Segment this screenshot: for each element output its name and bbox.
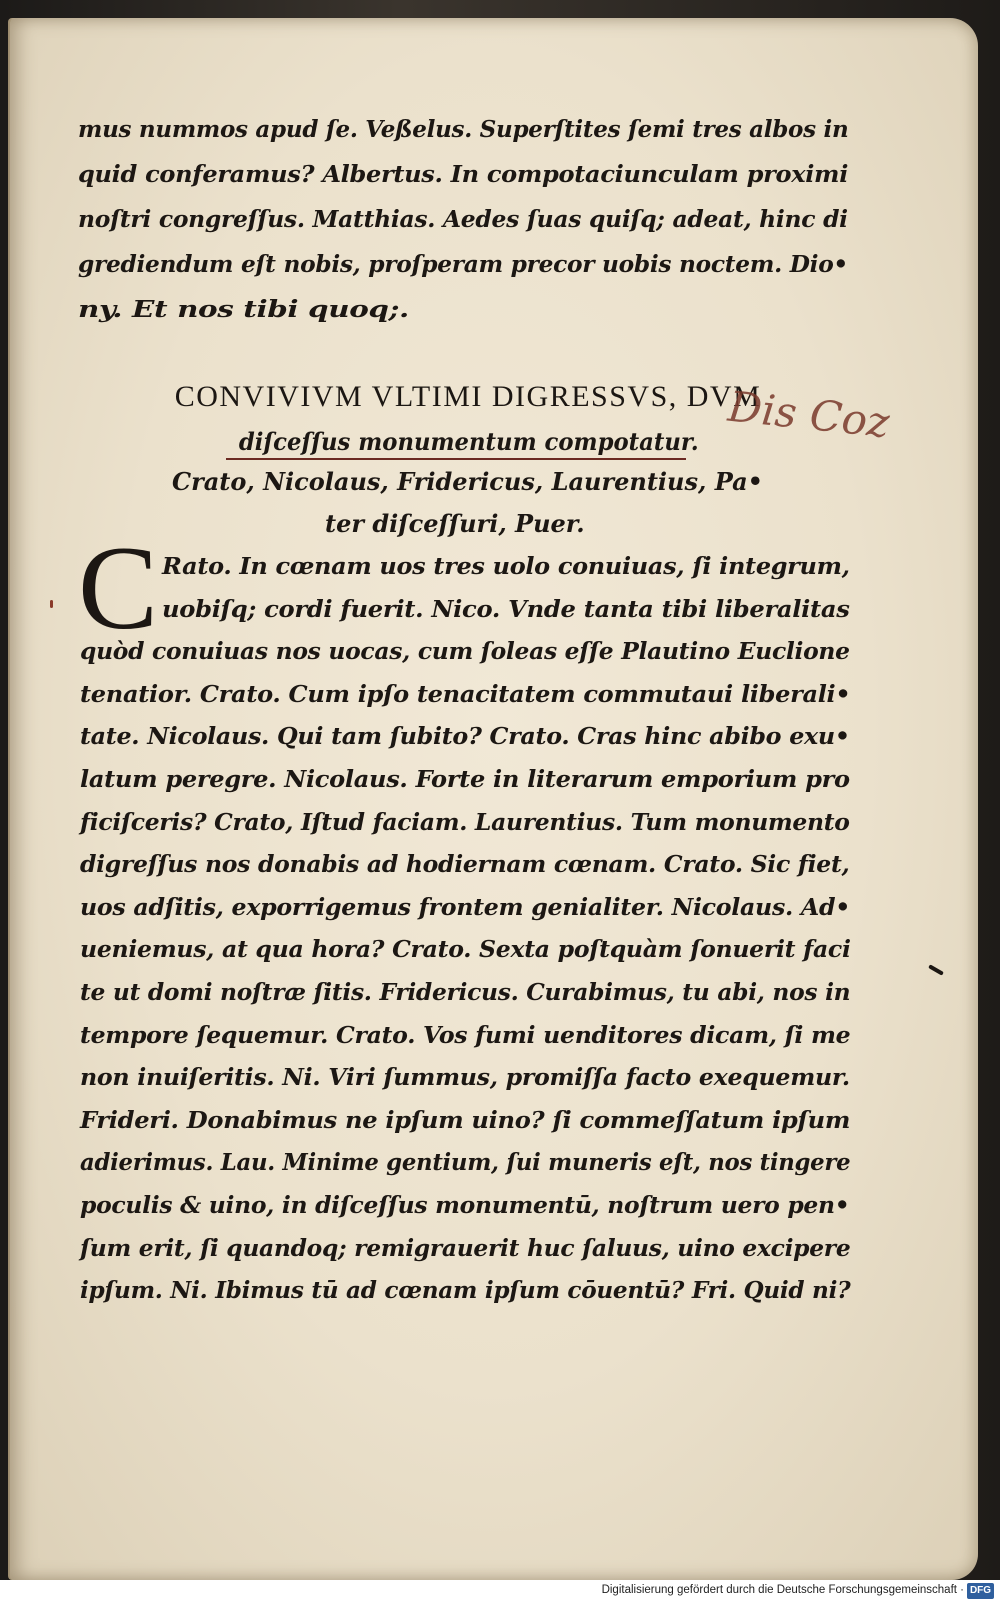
- speakers-list-cont: ter diſceſſuri, Puer.: [325, 509, 585, 538]
- text-line: digreſſus nos donabis ad hodiernam cœnam. Crato. Sic fiet,: [80, 850, 850, 879]
- text-line: ſum erit, ſi quandoq; remigrauerit huc ſaluus, uino excipere: [80, 1233, 851, 1262]
- text-line: te ut domi noſtræ ſitis. Fridericus. Curabimus, tu abi, nos in: [80, 978, 851, 1006]
- text-line: poculis & uino, in diſceſſus monumentū, noſtrum uero pen•: [80, 1191, 850, 1219]
- dfg-logo: DFG: [967, 1583, 994, 1599]
- text-line: ueniemus, at qua hora? Crato. Sexta poſtquàm ſonuerit faci: [80, 935, 851, 964]
- text-line: grediendum eſt nobis, proſperam precor uobis noctem. Dio•: [78, 250, 849, 278]
- text-line: adierimus. Lau. Minime gentium, ſui muneris eſt, nos tingere: [80, 1148, 851, 1177]
- text-line: ny. Et nos tibi quoq;.: [78, 295, 409, 323]
- section-subheading: diſceſſus monumentum compotatur.: [226, 427, 686, 460]
- text-line: quòd conuiuas nos uocas, cum ſoleas eſſe Plautino Euclione: [80, 637, 850, 666]
- handwritten-margin-note: Dis Coz: [725, 381, 892, 448]
- text-line: uos adſitis, exporrigemus frontem genialiter. Nicolaus. Ad•: [80, 892, 851, 921]
- text-line: noſtri congreſſus. Matthias. Aedes ſuas quiſq; adeat, hinc di: [78, 205, 848, 233]
- section-heading: CONVIVIVM VLTIMI DIGRESSVS, DVM: [174, 380, 762, 413]
- text-line: ipſum. Ni. Ibimus tū ad cœnam ipſum cōuentū? Fri. Quid ni?: [80, 1276, 851, 1305]
- funding-credit: Digitalisierung gefördert durch die Deutsche Forschungsgemeinschaft ·: [601, 1584, 964, 1596]
- text-line: quid conferamus? Albertus. In compotaciunculam proximi: [78, 160, 849, 188]
- text-line: mus nummos apud ſe. Veßelus. Superſtites ſemi tres albos in: [78, 115, 849, 143]
- footer-bar: [0, 1580, 1000, 1603]
- text-line: Frideri. Donabimus ne ipſum uino? ſi commeſſatum ipſum: [80, 1105, 851, 1134]
- text-line: uobiſq; cordi fuerit. Nico. Vnde tanta tibi liberalitas: [162, 594, 850, 623]
- text-line: tate. Nicolaus. Qui tam ſubito? Crato. Cras hinc abibo exu•: [80, 722, 850, 751]
- speakers-list: Crato, Nicolaus, Fridericus, Laurentius, Pa•: [172, 467, 763, 496]
- drop-capital: C: [78, 521, 159, 654]
- text-line: Rato. In cœnam uos tres uolo conuiuas, ſi integrum,: [162, 552, 850, 580]
- text-line: non inuiſeritis. Ni. Viri ſummus, promiſſa facto exequemur.: [80, 1063, 850, 1092]
- text-line: tenatior. Crato. Cum ipſo tenacitatem commutaui liberali•: [80, 679, 851, 708]
- text-line: ficiſceris? Crato, Iſtud faciam. Laurentius. Tum monumento: [80, 807, 850, 836]
- text-line: latum peregre. Nicolaus. Forte in literarum emporium pro: [80, 765, 850, 793]
- text-line: tempore ſequemur. Crato. Vos fumi uenditores dicam, ſi me: [80, 1020, 851, 1049]
- ink-dot: [50, 600, 53, 608]
